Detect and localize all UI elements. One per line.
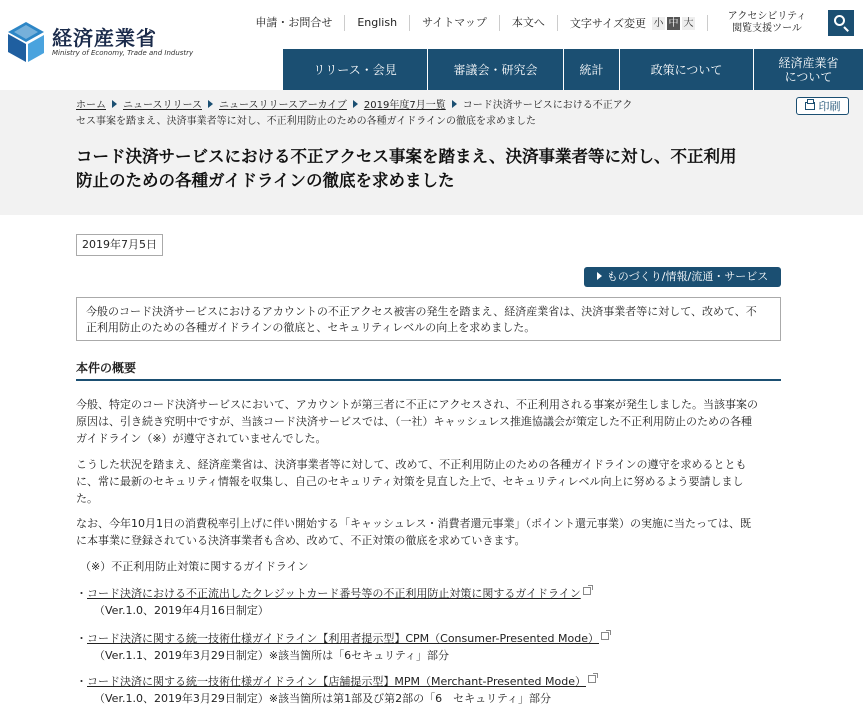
- logo-japanese-name: 経済産業省: [52, 25, 157, 50]
- accessibility-tool-link[interactable]: [708, 11, 826, 35]
- font-size-switcher: [558, 15, 708, 31]
- search-icon: [834, 15, 845, 26]
- overview-paragraph-3: なお、今年10月1日の消費税率引上げに伴い開始する「キャッシュレス・消費者還元事業」（ポイント還元事業）の実施に当たっては、既 に本事業に登録されている決済事業者も含め、改めて、不正対策の徹底を求めていきます。: [76, 517, 751, 547]
- utility-bar: [243, 6, 863, 40]
- release-date: 2019年7月5日: [76, 234, 163, 256]
- guideline-link-1[interactable]: コード決済における不正流出したクレジットカード番号等の不正利用防止対策に関するガイドライン: [87, 587, 581, 600]
- guideline-link-3[interactable]: コード決済に関する統一技術仕様ガイドライン【店舗提示型】MPM（Merchant-Presented Mode）: [87, 675, 586, 688]
- nav-council[interactable]: 審議会・研究会: [428, 49, 564, 90]
- external-link-icon: [601, 632, 609, 640]
- accessibility-line2: 閲覧支援ツール: [732, 23, 802, 34]
- guideline-link-2[interactable]: コード決済に関する統一技術仕様ガイドライン【利用者提示型】CPM（Consumer-Presented Mode）: [87, 632, 599, 645]
- meti-logo[interactable]: [6, 20, 193, 64]
- print-button[interactable]: 印刷: [796, 97, 849, 115]
- breadcrumb-news[interactable]: ニュースリリース: [123, 100, 202, 111]
- nav-release[interactable]: リリース・会見: [283, 49, 428, 90]
- guideline-item: ・コード決済における不正流出したクレジットカード番号等の不正利用防止対策に関するガイドライン （Ver.1.0、2019年4月16日制定）: [76, 585, 781, 619]
- overview-paragraph-1: 今般、特定のコード決済サービスにおいて、アカウントが第三者に不正にアクセスされ、不正利用される事案が発生しました。当該事案の 原因は、引き続き究明中ですが、当該コード決済サービスでは、（一社）キャッシュレス推進協議会が策定した不正利用防止のための各種 ガイドライン（※）が遵守されていませんでした。: [76, 398, 758, 445]
- logo-english-name: Ministry of Economy, Trade and Industry: [52, 48, 194, 57]
- nav-policy[interactable]: 政策について: [620, 49, 754, 90]
- skip-to-content-link[interactable]: 本文へ: [500, 15, 558, 31]
- global-nav: [283, 49, 863, 90]
- breadcrumb: [76, 98, 646, 130]
- font-size-label: 文字サイズ変更: [569, 17, 646, 30]
- breadcrumb-archive[interactable]: ニュースリリースアーカイブ: [219, 100, 347, 111]
- meti-logo-icon: [6, 20, 46, 64]
- guideline-item: ・コード決済に関する統一技術仕様ガイドライン【店舗提示型】MPM（Merchant-Presented Mode） （Ver.1.0、2019年3月29日制定）※該当箇所は第1部及び第2部の「6 セキュリティ」部分: [76, 673, 781, 707]
- font-size-medium-button[interactable]: 中: [668, 17, 679, 29]
- breadcrumb-home[interactable]: ホーム: [76, 100, 106, 111]
- page-title: コード決済サービスにおける不正アクセス事案を踏まえ、決済事業者等に対し、不正利用 防止のための各種ガイドラインの徹底を求めました: [76, 147, 737, 190]
- breadcrumb-month[interactable]: 2019年度7月一覧: [363, 100, 446, 111]
- external-link-icon: [588, 675, 596, 683]
- guideline-note: （※）不正利用防止対策に関するガイドライン: [80, 560, 309, 573]
- font-size-large-button[interactable]: 大: [683, 17, 694, 29]
- printer-icon: [805, 102, 815, 110]
- category-tag[interactable]: ものづくり/情報/流通・サービス: [584, 267, 781, 287]
- nav-about[interactable]: 経済産業省 について: [778, 55, 839, 84]
- triangle-right-icon: [597, 272, 602, 280]
- search-button[interactable]: [828, 10, 854, 36]
- breadcrumb-current-2: セス事案を踏まえ、決済事業者等に対し、不正利用防止のための各種ガイドラインの徹底を求めました: [76, 116, 536, 127]
- external-link-icon: [583, 587, 591, 595]
- guideline-item: ・コード決済に関する統一技術仕様ガイドライン【利用者提示型】CPM（Consumer-Presented Mode） （Ver.1.1、2019年3月29日制定）※該当箇所は「6セキュリティ」部分: [76, 630, 781, 664]
- contact-link[interactable]: 申請・お問合せ: [243, 15, 345, 31]
- english-link[interactable]: English: [345, 15, 410, 31]
- overview-paragraph-2: こうした状況を踏まえ、経済産業省は、決済事業者等に対して、改めて、不正利用防止のための各種ガイドラインの遵守を求めるととも に、常に最新のセキュリティ情報を収集し、自己のセキュリティ対策を見直した上で、セキュリティレベル向上に努めるよう要請しまし た。: [76, 458, 747, 505]
- section-heading-overview: 本件の概要: [76, 358, 781, 381]
- site-header: [0, 0, 863, 90]
- accessibility-line1: アクセシビリティ: [727, 11, 807, 22]
- nav-statistics[interactable]: 統計: [564, 49, 620, 90]
- summary-box: 今般のコード決済サービスにおけるアカウントの不正アクセス被害の発生を踏まえ、経済産業省は、決済事業者等に対して、改めて、不 正利用防止のための各種ガイドラインの徹底と、セキュリティレベルの向上を求めました。: [76, 297, 781, 341]
- breadcrumb-current-1: コード決済サービスにおける不正アク: [462, 100, 633, 111]
- sitemap-link[interactable]: サイトマップ: [410, 15, 500, 31]
- font-size-small-button[interactable]: 小: [653, 17, 664, 29]
